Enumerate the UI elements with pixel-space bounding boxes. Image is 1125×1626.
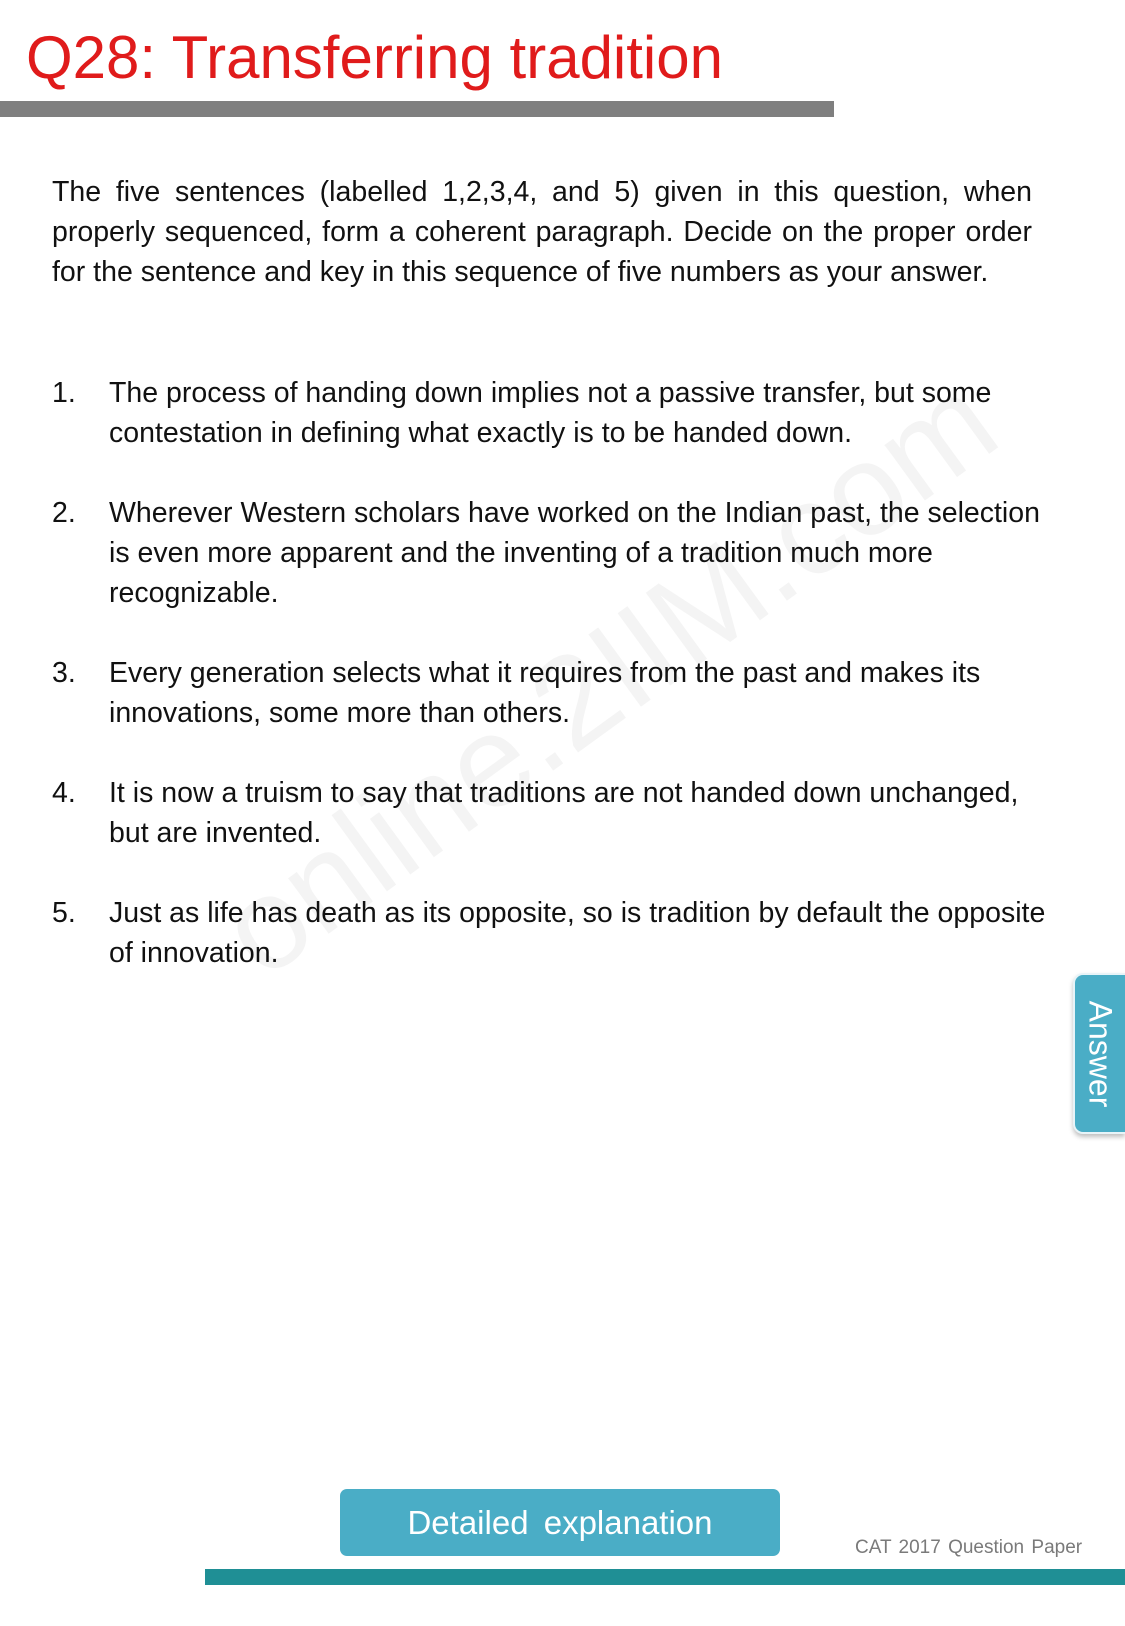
- sentence-text: Wherever Western scholars have worked on the Indian past, the selection is even more apparent and the inventing of a tradition much more recognizable.: [109, 497, 1040, 609]
- sentence-number: 4.: [52, 777, 76, 809]
- sentence-item-3: [52, 653, 1062, 733]
- sentence-text: The process of handing down implies not a passive transfer, but some contestation in defining what exactly is to be handed down.: [109, 377, 992, 449]
- title-underline-bar: [0, 101, 834, 117]
- sentence-item-4: [52, 773, 1062, 853]
- detailed-explanation-button[interactable]: Detailed explanation: [340, 1489, 780, 1556]
- sentence-text: It is now a truism to say that traditions are not handed down unchanged, but are invented.: [109, 777, 1019, 849]
- sentence-number: 1.: [52, 377, 76, 409]
- answer-tab-button[interactable]: [1073, 973, 1125, 1134]
- footer-label: CAT 2017 Question Paper: [855, 1537, 1083, 1558]
- sentence-text: Every generation selects what it requires from the past and makes its innovations, some more than others.: [109, 657, 981, 729]
- sentence-number: 5.: [52, 897, 76, 929]
- sentence-text: Just as life has death as its opposite, so is tradition by default the opposite of innovation.: [109, 897, 1046, 969]
- sentence-number: 2.: [52, 497, 76, 529]
- sentence-item-2: [52, 493, 1062, 613]
- sentence-list: [52, 373, 1062, 1013]
- sentence-item-5: [52, 893, 1062, 973]
- answer-tab-label: Answer: [1082, 1000, 1119, 1107]
- page-title: Q28: Transferring tradition: [26, 24, 724, 91]
- question-instructions: The five sentences (labelled 1,2,3,4, and 5) given in this question, when properly sequenced, form a coherent paragraph. Decide on the proper order for the sentence and key in this sequence of five numbers as your answer.: [52, 176, 1032, 288]
- sentence-number: 3.: [52, 657, 76, 689]
- footer-bar: [205, 1569, 1125, 1585]
- sentence-item-1: [52, 373, 1062, 453]
